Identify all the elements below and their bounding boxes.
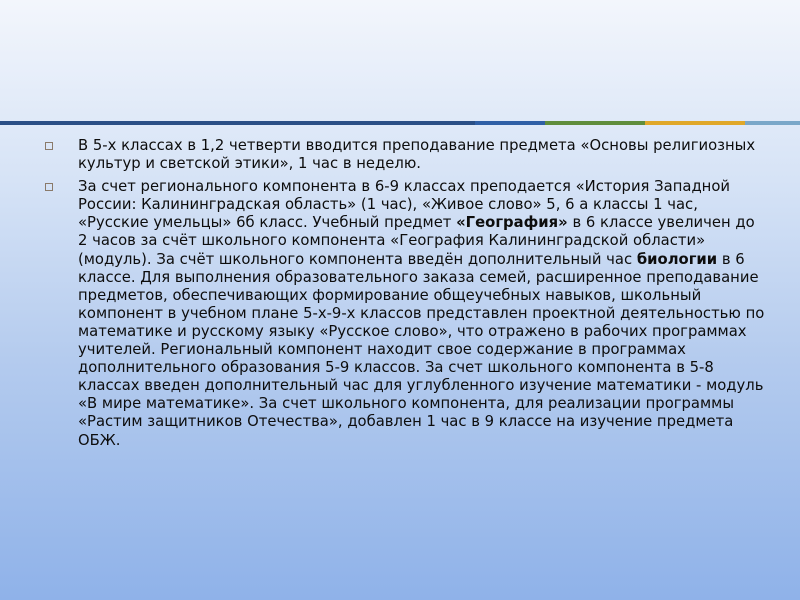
bullet-text-part: За счет регионального компонента в 6-9 классах преподается «История Западной России: Калининградская область» (1 час), «Живое слово» 5, 6 а классы 1 час, «Русские умельцы» 6б класс. Учебный предмет (78, 178, 731, 232)
accent-segment-green (545, 121, 645, 125)
accent-color-strip (475, 121, 800, 125)
accent-segment-yellow (645, 121, 745, 125)
bullet-text-part: в 6 классе. Для выполнения образовательного заказа семей, расширенное преподавание предметов, обеспечивающих формирование общеучебных навыков, школьный компонент в учебном плане 5-х-9-х классов представлен проектной деятельностью по математике и русскому языку «Русское слово», что отражено в рабочих программах учителей. Региональный компонент находит свое содержание в программах дополнительного образования 5-9 классов. За счет школьного компонента в 5-8 классах введен дополнительный час для углубленного изучение математики - модуль «В мире математике». За счет школьного компонента, для реализации программы «Растим защитников Отечества», добавлен 1 час в 9 классе на изучение предмета ОБЖ. (78, 250, 765, 449)
accent-segment-blue (475, 121, 545, 125)
bullet-text: В 5-х классах в 1,2 четверти вводится преподавание предмета «Основы религиозных культур и светской этики», 1 час в неделю. (78, 137, 756, 173)
bold-term-geography: «География» (456, 214, 568, 232)
accent-segment-lightblue (745, 121, 800, 125)
bullet-item (40, 178, 765, 449)
hollow-square-bullet-icon (45, 183, 53, 191)
slide-body (40, 137, 765, 455)
bullet-item (40, 137, 765, 173)
bold-term-biology: биологии (636, 250, 718, 268)
bullet-text-part: в 6 классе увеличен до 2 часов за счёт школьного компонента «География Калининградской области» (модуль). За счёт школьного компонента введён дополнительный час (78, 214, 755, 268)
hollow-square-bullet-icon (45, 142, 53, 150)
